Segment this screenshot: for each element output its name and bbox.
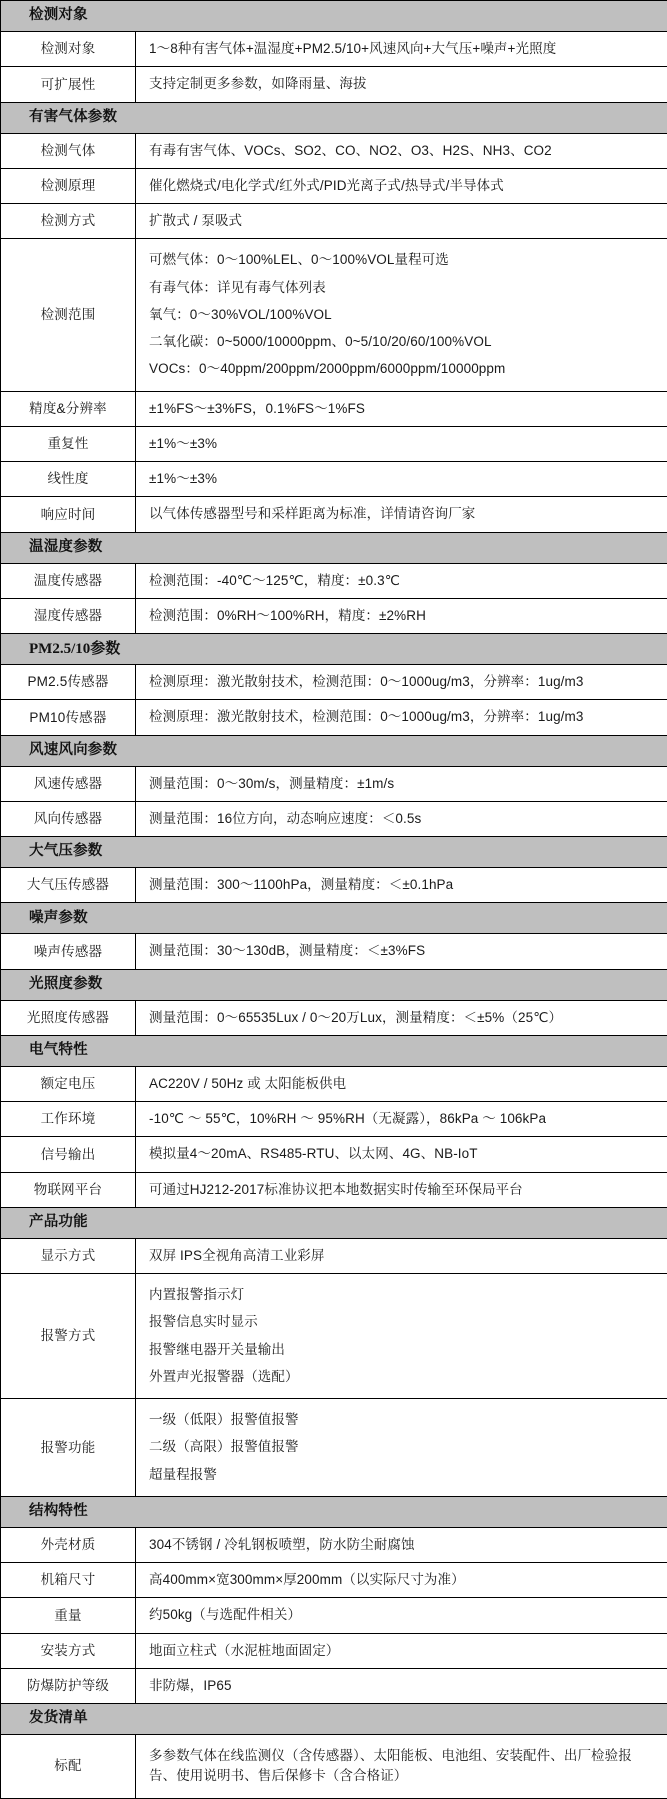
parameter-value-line: 催化燃烧式/电化学式/红外式/PID光离子式/热导式/半导体式 <box>149 176 657 196</box>
table-row <box>1 462 667 497</box>
parameter-value-line: 检测原理：激光散射技术，检测范围：0～1000ug/m3，分辨率：1ug/m3 <box>149 707 657 727</box>
section-header-row <box>1 1035 667 1066</box>
table-row <box>1 563 667 598</box>
parameter-value <box>136 239 667 391</box>
parameter-value-line: 有毒气体：详见有毒气体列表 <box>149 278 657 298</box>
parameter-value <box>136 391 667 426</box>
parameter-label: 重量 <box>1 1598 136 1633</box>
section-header-row <box>1 837 667 868</box>
parameter-value <box>136 1563 667 1598</box>
parameter-label: 光照度传感器 <box>1 1000 136 1035</box>
section-header-row <box>1 102 667 133</box>
table-row <box>1 1399 667 1497</box>
section-header-row <box>1 1704 667 1735</box>
parameter-value-line: 测量范围：16位方向，动态响应速度：＜0.5s <box>149 809 657 829</box>
parameter-value-line: 地面立柱式（水泥桩地面固定） <box>149 1641 657 1661</box>
table-row <box>1 1137 667 1172</box>
parameter-value-line: 以气体传感器型号和采样距离为标准，详情请咨询厂家 <box>149 504 657 524</box>
parameter-label: 报警方式 <box>1 1274 136 1399</box>
table-row <box>1 1563 667 1598</box>
parameter-label: PM10传感器 <box>1 700 136 735</box>
table-row <box>1 1274 667 1399</box>
section-heading: 电气特性 <box>1 1035 667 1066</box>
table-row <box>1 934 667 969</box>
table-row <box>1 1735 667 1799</box>
table-row <box>1 868 667 903</box>
parameter-value-line: 1～8种有害气体+温湿度+PM2.5/10+风速风向+大气压+噪声+光照度 <box>149 39 657 59</box>
section-heading: 检测对象 <box>1 1 667 32</box>
table-row <box>1 801 667 836</box>
parameter-label: 风速传感器 <box>1 766 136 801</box>
parameter-value <box>136 1274 667 1399</box>
section-header-row <box>1 969 667 1000</box>
table-row <box>1 239 667 391</box>
parameter-value-line: ±1%～±3% <box>149 434 657 454</box>
parameter-value-line: 测量范围：300～1100hPa，测量精度：＜±0.1hPa <box>149 875 657 895</box>
parameter-value-line: -10℃ ～ 55℃，10%RH ～ 95%RH（无凝露），86kPa ～ 106kPa <box>149 1109 657 1129</box>
parameter-label: 工作环境 <box>1 1102 136 1137</box>
table-row <box>1 1598 667 1633</box>
parameter-value <box>136 1000 667 1035</box>
parameter-value <box>136 934 667 969</box>
parameter-value-line: 可燃气体：0～100%LEL、0～100%VOL量程可选 <box>149 250 657 270</box>
parameter-value-line: 测量范围：0～65535Lux / 0～20万Lux，测量精度：＜±5%（25℃） <box>149 1008 657 1028</box>
parameter-value <box>136 665 667 700</box>
parameter-label: PM2.5传感器 <box>1 665 136 700</box>
parameter-value <box>136 1172 667 1207</box>
parameter-value <box>136 67 667 102</box>
table-row <box>1 665 667 700</box>
parameter-value-line: 报警继电器开关量输出 <box>149 1340 657 1360</box>
section-header-row <box>1 532 667 563</box>
parameter-value <box>136 1598 667 1633</box>
parameter-value-line: 二级（高限）报警值报警 <box>149 1437 657 1457</box>
parameter-label: 额定电压 <box>1 1066 136 1101</box>
parameter-label: 噪声传感器 <box>1 934 136 969</box>
table-body <box>1 1 667 1799</box>
section-header-row <box>1 903 667 934</box>
section-header-row <box>1 1496 667 1527</box>
parameter-label: 安装方式 <box>1 1633 136 1668</box>
parameter-label: 物联网平台 <box>1 1172 136 1207</box>
parameter-label: 显示方式 <box>1 1238 136 1273</box>
parameter-value <box>136 1066 667 1101</box>
parameter-label: 重复性 <box>1 426 136 461</box>
parameter-value-line: VOCs：0～40ppm/200ppm/2000ppm/6000ppm/10000ppm <box>149 359 657 379</box>
parameter-value <box>136 868 667 903</box>
section-heading: 大气压参数 <box>1 837 667 868</box>
parameter-label: 精度&分辨率 <box>1 391 136 426</box>
parameter-value <box>136 133 667 168</box>
section-heading: 结构特性 <box>1 1496 667 1527</box>
table-row <box>1 1172 667 1207</box>
table-row <box>1 1000 667 1035</box>
parameter-value <box>136 563 667 598</box>
parameter-value <box>136 1527 667 1562</box>
parameter-value <box>136 32 667 67</box>
parameter-label: 湿度传感器 <box>1 598 136 633</box>
parameter-value-line: 高400mm×宽300mm×厚200mm（以实际尺寸为准） <box>149 1570 657 1590</box>
parameter-label: 检测方式 <box>1 204 136 239</box>
section-header-row <box>1 1 667 32</box>
parameter-value-line: AC220V / 50Hz 或 太阳能板供电 <box>149 1074 657 1094</box>
parameter-value-line: 非防爆，IP65 <box>149 1676 657 1696</box>
parameter-value <box>136 1137 667 1172</box>
parameter-value <box>136 204 667 239</box>
section-header-row <box>1 634 667 665</box>
parameter-value <box>136 1102 667 1137</box>
section-heading: 温湿度参数 <box>1 532 667 563</box>
table-row <box>1 1066 667 1101</box>
parameter-label: 响应时间 <box>1 497 136 532</box>
parameter-value <box>136 462 667 497</box>
parameter-value <box>136 1735 667 1799</box>
table-row <box>1 1102 667 1137</box>
section-header-row <box>1 735 667 766</box>
table-row <box>1 598 667 633</box>
parameter-value <box>136 598 667 633</box>
parameter-value-line: 304不锈钢 / 冷轧钢板喷塑，防水防尘耐腐蚀 <box>149 1535 657 1555</box>
parameter-label: 防爆防护等级 <box>1 1668 136 1703</box>
parameter-label: 机箱尺寸 <box>1 1563 136 1598</box>
parameter-value-line: 可通过HJ212-2017标准协议把本地数据实时传输至环保局平台 <box>149 1180 657 1200</box>
section-heading: PM2.5/10参数 <box>1 634 667 665</box>
parameter-value-line: 一级（低限）报警值报警 <box>149 1410 657 1430</box>
parameter-label: 可扩展性 <box>1 67 136 102</box>
parameter-label: 大气压传感器 <box>1 868 136 903</box>
table-row <box>1 32 667 67</box>
table-row <box>1 1668 667 1703</box>
parameter-value-line: 扩散式 / 泵吸式 <box>149 211 657 231</box>
parameter-value <box>136 766 667 801</box>
parameter-value-line: 多参数气体在线监测仪（含传感器）、太阳能板、电池组、安装配件、出厂检验报告、使用说明书、售后保修卡（含合格证） <box>149 1746 657 1787</box>
table-row <box>1 497 667 532</box>
parameter-value-line: 外置声光报警器（选配） <box>149 1367 657 1387</box>
parameter-value <box>136 801 667 836</box>
parameter-value <box>136 497 667 532</box>
parameter-value-line: ±1%～±3% <box>149 469 657 489</box>
table-row <box>1 700 667 735</box>
parameter-value-line: 检测范围：0%RH～100%RH，精度：±2%RH <box>149 606 657 626</box>
parameter-label: 标配 <box>1 1735 136 1799</box>
parameter-label: 外壳材质 <box>1 1527 136 1562</box>
parameter-value-line: 检测范围：-40℃～125℃，精度：±0.3℃ <box>149 571 657 591</box>
parameter-value <box>136 1668 667 1703</box>
parameter-label: 温度传感器 <box>1 563 136 598</box>
parameter-value-line: 检测原理：激光散射技术，检测范围：0～1000ug/m3，分辨率：1ug/m3 <box>149 672 657 692</box>
parameter-value <box>136 1399 667 1497</box>
parameter-label: 风向传感器 <box>1 801 136 836</box>
section-heading: 发货清单 <box>1 1704 667 1735</box>
table-row <box>1 1633 667 1668</box>
parameter-label: 信号输出 <box>1 1137 136 1172</box>
parameter-value-line: 支持定制更多参数，如降雨量、海拔 <box>149 74 657 94</box>
parameter-value-line: 有毒有害气体、VOCs、SO2、CO、NO2、O3、H2S、NH3、CO2 <box>149 141 657 161</box>
parameter-value <box>136 700 667 735</box>
parameter-value-line: 模拟量4～20mA、RS485-RTU、以太网、4G、NB-IoT <box>149 1144 657 1164</box>
parameter-value-line: 超量程报警 <box>149 1465 657 1485</box>
parameter-value-line: 约50kg（与选配件相关） <box>149 1605 657 1625</box>
table-row <box>1 133 667 168</box>
section-heading: 光照度参数 <box>1 969 667 1000</box>
parameter-value <box>136 168 667 203</box>
parameter-value-line: ±1%FS～±3%FS，0.1%FS～1%FS <box>149 399 657 419</box>
table-row <box>1 1238 667 1273</box>
parameter-label: 检测气体 <box>1 133 136 168</box>
table-row <box>1 426 667 461</box>
section-header-row <box>1 1207 667 1238</box>
parameter-value-line: 氧气：0～30%VOL/100%VOL <box>149 305 657 325</box>
section-heading: 有害气体参数 <box>1 102 667 133</box>
table-row <box>1 204 667 239</box>
table-row <box>1 766 667 801</box>
parameter-label: 检测原理 <box>1 168 136 203</box>
parameter-value-line: 内置报警指示灯 <box>149 1285 657 1305</box>
parameter-value-line: 报警信息实时显示 <box>149 1312 657 1332</box>
parameter-value-line: 测量范围：30～130dB，测量精度：＜±3%FS <box>149 941 657 961</box>
section-heading: 风速风向参数 <box>1 735 667 766</box>
parameter-label: 检测范围 <box>1 239 136 391</box>
parameter-label: 检测对象 <box>1 32 136 67</box>
parameter-label: 报警功能 <box>1 1399 136 1497</box>
parameter-value-line: 测量范围：0～30m/s，测量精度：±1m/s <box>149 774 657 794</box>
parameter-label: 线性度 <box>1 462 136 497</box>
table-row <box>1 67 667 102</box>
parameter-value <box>136 1238 667 1273</box>
parameter-value <box>136 1633 667 1668</box>
parameter-value-line: 二氧化碳：0~5000/10000ppm、0~5/10/20/60/100%VOL <box>149 332 657 352</box>
table-row <box>1 391 667 426</box>
table-row <box>1 1527 667 1562</box>
section-heading: 产品功能 <box>1 1207 667 1238</box>
table-row <box>1 168 667 203</box>
parameter-value-line: 双屏 IPS全视角高清工业彩屏 <box>149 1246 657 1266</box>
parameter-value <box>136 426 667 461</box>
section-heading: 噪声参数 <box>1 903 667 934</box>
